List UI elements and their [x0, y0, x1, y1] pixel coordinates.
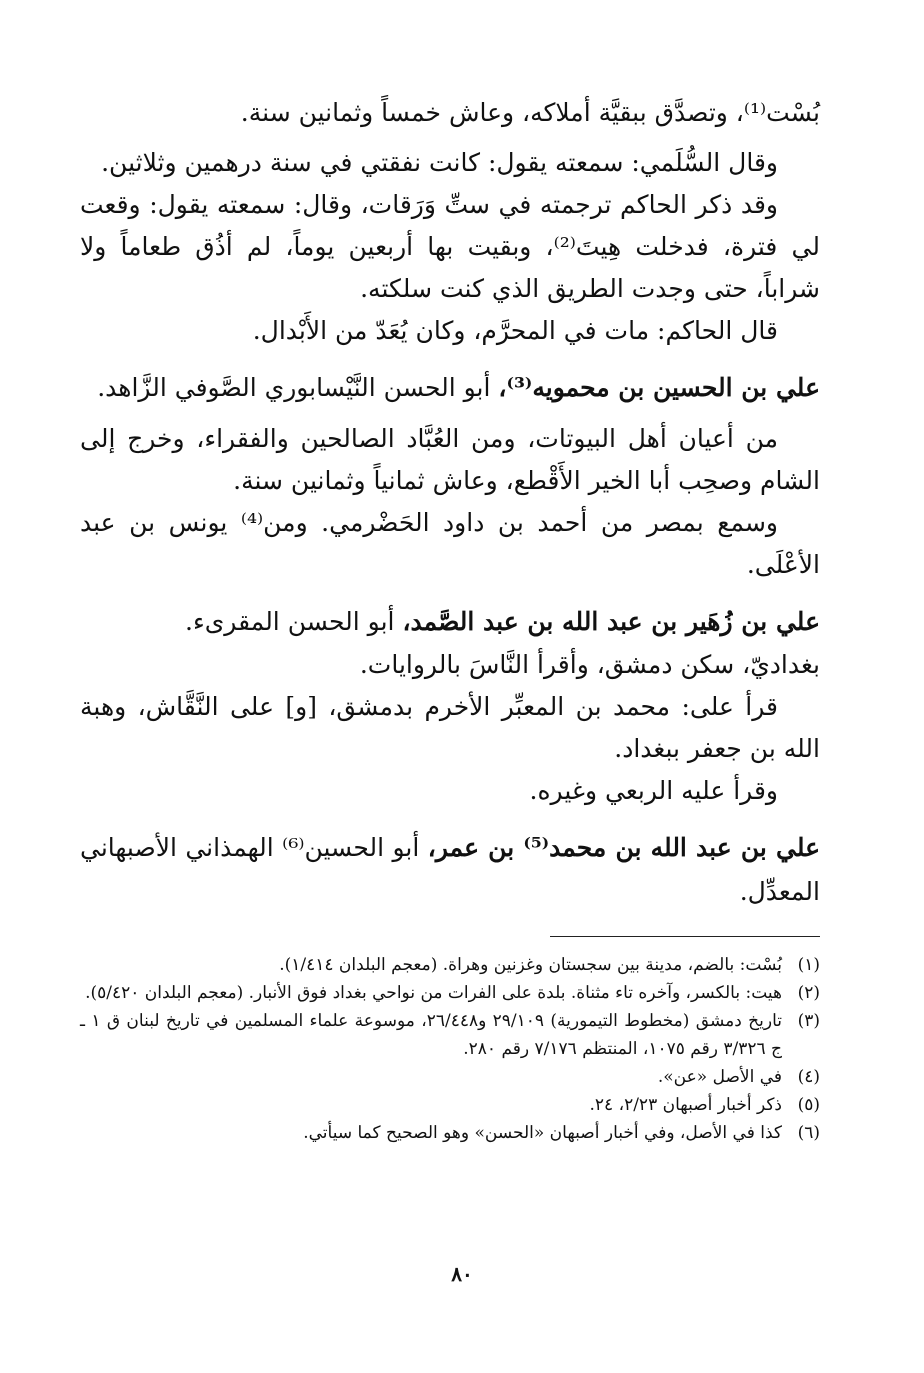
footnote-text: بُسْت: بالضم، مدينة بين سجستان وغزنين وهراة. (معجم البلدان ١/٤١٤).	[279, 955, 782, 975]
footnote-text: في الأصل «عن».	[657, 1067, 782, 1087]
body-paragraph: بُسْت⁽¹⁾، وتصدَّق ببقيَّة أملاكه، وعاش خمساً وثمانين سنة.	[240, 98, 820, 127]
entry-name: علي بن الحسين بن محمويه⁽³⁾،	[498, 373, 820, 402]
spacer	[80, 410, 820, 418]
footnote	[80, 951, 820, 979]
footnote	[80, 1063, 820, 1091]
body-paragraph: قرأ على: محمد بن المعبِّر الأخرم بدمشق، [و] على النَّقَّاش، وهبة الله بن جعفر ببغداد.	[80, 692, 820, 763]
biography-entry-heading	[80, 600, 820, 644]
footnote-separator	[550, 936, 820, 937]
page-number: ٨٠	[451, 1262, 473, 1286]
entry-name: علي بن زُهَير بن عبد الله بن عبد الصَّمد،	[402, 607, 820, 636]
body-paragraph: وسمع بمصر من أحمد بن داود الحَضْرمي. ومن⁽⁴⁾ يونس بن عبد الأعْلَى.	[80, 508, 820, 579]
biography-entry-heading	[80, 826, 820, 914]
footnote-number: (٣)	[797, 1011, 820, 1031]
footnote-number: (٢)	[797, 983, 820, 1003]
footnote-text: كذا في الأصل، وفي أخبار أصبهان «الحسن» وهو الصحيح كما سيأتي.	[303, 1123, 782, 1143]
entry-description: أبو الحسين⁽⁶⁾ الهمذاني الأصبهاني المعدِّل.	[80, 833, 820, 906]
body-paragraph: وقال السُّلَمي: سمعته يقول: كانت نفقتي في سنة درهمين وثلاثين.	[101, 148, 778, 177]
biography-entry-heading	[80, 366, 820, 410]
footnote-text: تاريخ دمشق (مخطوط التيمورية) ٢٩/١٠٩ و٢٦/٤٤٨، موسوعة علماء المسلمين في تاريخ لبنان ق ١ ـ ج ٣/٣٢٦ رقم ١٠٧٥، المنتظم ٧/١٧٦ رقم ٢٨٠.	[80, 1011, 782, 1059]
entry-name: علي بن عبد الله بن محمد⁽⁵⁾ بن عمر،	[427, 833, 821, 862]
footnote-text: هيت: بالكسر، وآخره تاء مثناة. بلدة على الفرات من نواحي بغداد فوق الأنبار. (معجم البلدان ٥/٤٢٠).	[85, 983, 782, 1003]
footnote-number: (٤)	[797, 1067, 820, 1087]
entry-description: أبو الحسن المقرىء.	[185, 607, 395, 636]
body-paragraph: قال الحاكم: مات في المحرَّم، وكان يُعَدّ من الأَبْدال.	[252, 316, 778, 345]
entry-description: أبو الحسن النَّيْسابوري الصَّوفي الزَّاهد.	[97, 373, 491, 402]
footnote	[80, 979, 820, 1007]
spacer	[80, 134, 820, 142]
footnote	[80, 1091, 820, 1119]
footnote	[80, 1119, 820, 1147]
footnotes	[80, 951, 820, 1147]
page-content	[80, 92, 820, 1147]
body-paragraph: بغداديّ، سكن دمشق، وأقرأ النَّاسَ بالروايات.	[359, 650, 820, 679]
footnote	[80, 1007, 820, 1063]
body-paragraph: من أعيان أهل البيوتات، ومن العُبَّاد الصالحين والفقراء، وخرج إلى الشام وصحِب أبا الخير الأَقْطع، وعاش ثمانياً وثمانين سنة.	[80, 424, 820, 495]
footnote-number: (١)	[797, 955, 820, 975]
footnote-number: (٥)	[797, 1095, 820, 1115]
footnote-text: ذكر أخبار أصبهان ٢/٢٣، ٢٤.	[589, 1095, 782, 1115]
body-paragraph: وقد ذكر الحاكم ترجمته في ستِّ وَرَقات، وقال: سمعته يقول: وقعت لي فترة، فدخلت هِيتَ⁽²⁾، وبقيت بها أربعين يوماً، لم أذُق طعاماً ولا شراباً، حتى وجدت الطريق الذي كنت سلكته.	[80, 190, 820, 303]
body-paragraph: وقرأ عليه الربعي وغيره.	[529, 776, 778, 805]
footnote-number: (٦)	[797, 1123, 820, 1143]
